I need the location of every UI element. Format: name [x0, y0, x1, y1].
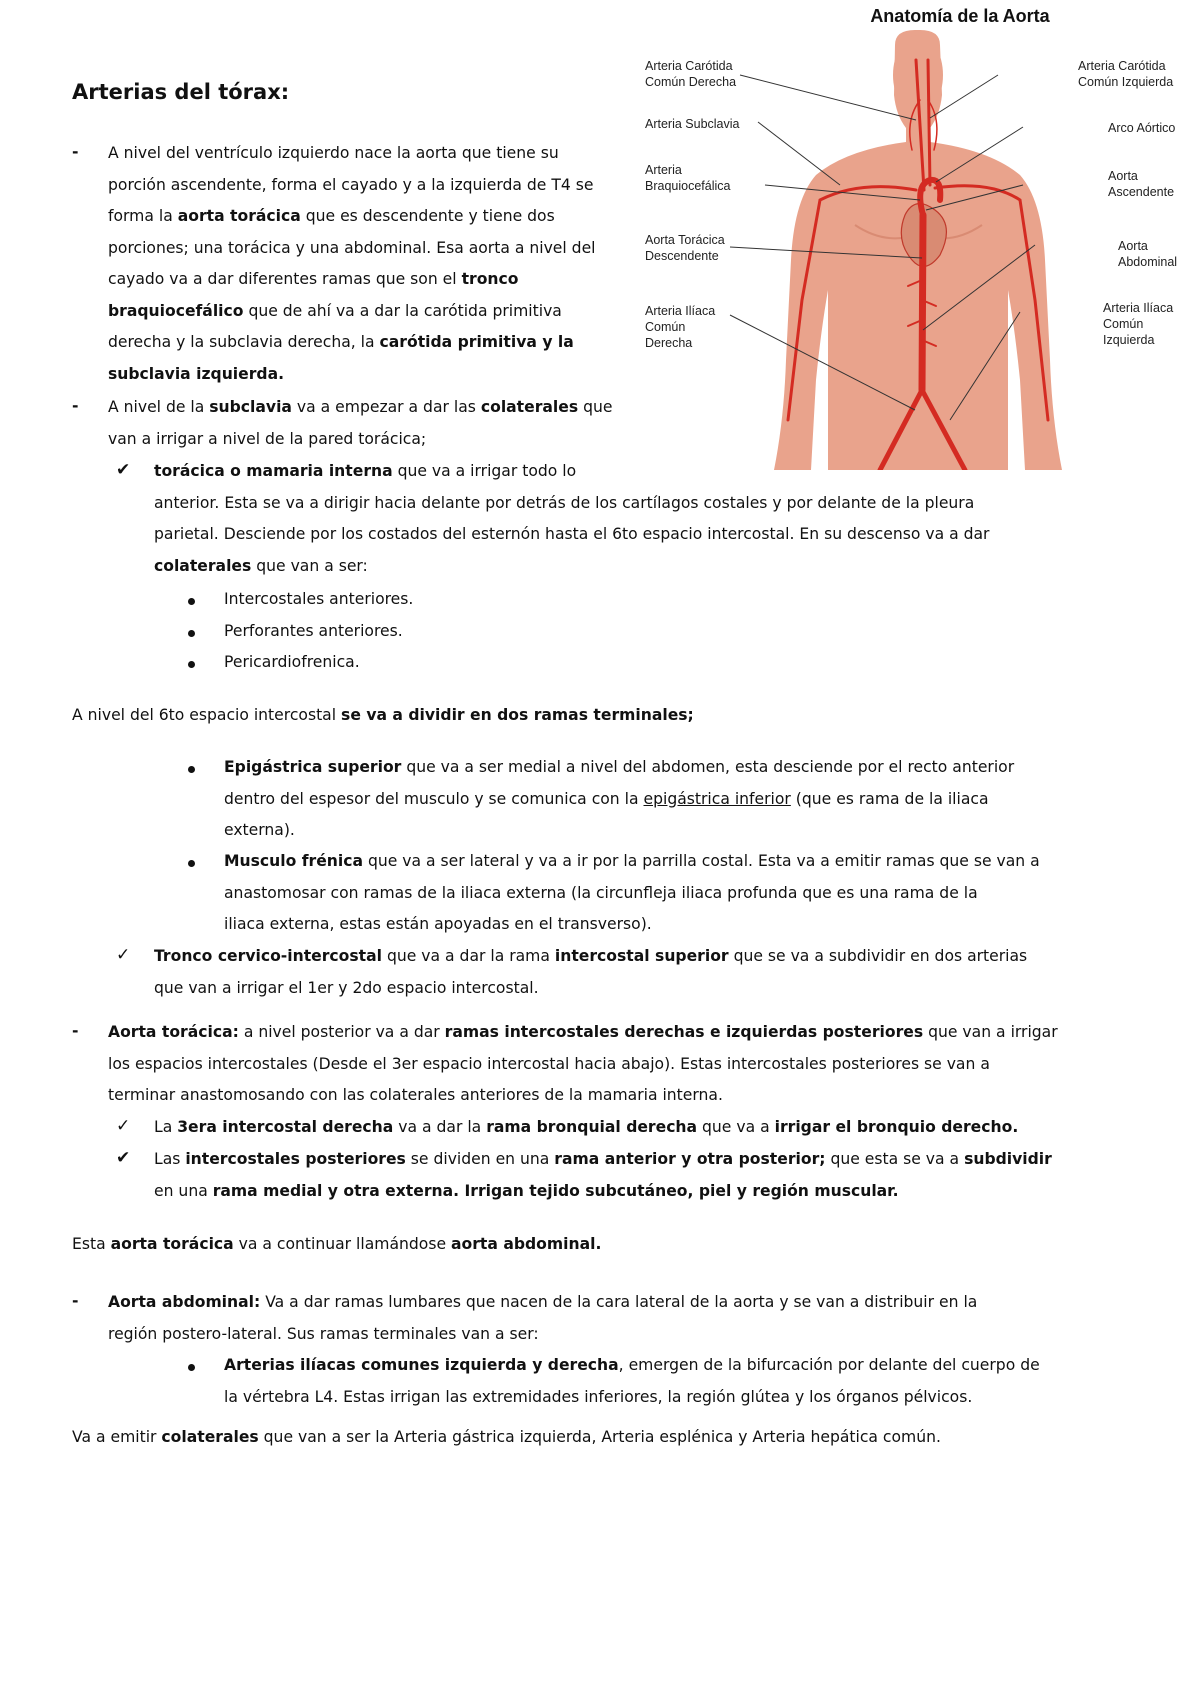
paragraph-iliacas-comunes: Arterias ilíacas comunes izquierda y derecha, emergen de la bifurcación por delante del cuerpo de la vértebra L4. Estas irrigan las extremidades inferiores, la región glútea y los órganos pélvicos. [224, 1356, 1040, 1406]
check-icon: ✓ [116, 1116, 131, 1136]
bullet-icon [188, 860, 195, 867]
bullet-icon [188, 598, 195, 605]
paragraph-continuacion: Esta aorta torácica va a continuar llamándose aorta abdominal. [72, 1235, 602, 1253]
dash-marker: - [72, 143, 79, 161]
dash-marker: - [72, 1022, 79, 1040]
paragraph-mamaria-interna: torácica o mamaria interna que va a irrigar todo lo anterior. Esta se va a dirigir hacia delante por detrás de los cartílagos costales y por delante de la pleura parietal. Desciende por los costados del esternón hasta el 6to espacio intercostal. En su descenso va a dar colaterales que van a ser: [154, 462, 990, 575]
check-icon: ✓ [116, 945, 131, 965]
label-carotida-izquierda: Arteria Carótida Común Izquierda [1078, 59, 1174, 89]
paragraph-rama-bronquial: La 3era intercostal derecha va a dar la rama bronquial derecha que va a irrigar el bronquio derecho. [154, 1118, 1019, 1136]
paragraph-ramas-terminales: A nivel del 6to espacio intercostal se va a dividir en dos ramas terminales; [72, 706, 694, 724]
label-arco-aortico: Arco Aórtico [1108, 121, 1176, 135]
label-toracica-descendente: Aorta Torácica Descendente [645, 233, 725, 263]
label-aorta-abdominal: Aorta Abdominal [1118, 239, 1178, 269]
label-braquiocefalica: Arteria Braquiocefálica [645, 163, 731, 193]
paragraph-colaterales-abdominales: Va a emitir colaterales que van a ser la Arteria gástrica izquierda, Arteria esplénica y Arteria hepática común. [72, 1428, 941, 1446]
label-aorta-ascendente: Aorta Ascendente [1108, 169, 1175, 199]
bullet-icon [188, 630, 195, 637]
label-subclavia: Arteria Subclavia [645, 117, 740, 131]
check-icon: ✔ [116, 1148, 131, 1168]
paragraph-tronco-cervico-intercostal: Tronco cervico-intercostal que va a dar la rama intercostal superior que se va a subdividir en dos arterias que van a irrigar el 1er y 2do espacio intercostal. [154, 947, 1028, 997]
bullet-icon [188, 1364, 195, 1371]
label-iliaca-izquierda: Arteria Ilíaca Común Izquierda [1103, 301, 1174, 347]
figure-title: Anatomía de la Aorta [870, 6, 1050, 26]
paragraph-aorta-abdominal: Aorta abdominal: Va a dar ramas lumbares que nacen de la cara lateral de la aorta y se van a distribuir en la región postero-lateral. Sus ramas terminales van a ser: [108, 1293, 978, 1343]
paragraph-epigastrica: Epigástrica superior que va a ser medial a nivel del abdomen, esta desciende por el recto anterior dentro del espesor del musculo y se comunica con la epigástrica inferior (que es rama de la iliaca externa). [224, 758, 1015, 839]
dash-marker: - [72, 1292, 79, 1310]
bullet-icon [188, 661, 195, 668]
paragraph-musculo-frenica: Musculo frénica que va a ser lateral y va a ir por la parrilla costal. Esta va a emitir ramas que se van a anastomosar con ramas de la iliaca externa (la circunfleja iliaca profunda que es una rama de la iliaca externa, estas están apoyadas en el transverso). [224, 852, 1040, 933]
label-carotida-derecha: Arteria Carótida Común Derecha [645, 59, 737, 89]
paragraph-subclavia: A nivel de la subclavia va a empezar a dar las colaterales que van a irrigar a nivel de la pared torácica; [108, 398, 613, 448]
label-iliaca-derecha: Arteria Ilíaca Común Derecha [645, 304, 716, 350]
bullet-icon [188, 766, 195, 773]
paragraph-aorta-origin: A nivel del ventrículo izquierdo nace la aorta que tiene su porción ascendente, forma el cayado y a la izquierda de T4 se forma la aorta torácica que es descendente y tiene dos porciones; una torácica y una abdominal. Esa aorta a nivel del cayado va a dar diferentes ramas que son el tronco braquiocefálico que de ahí va a dar la carótida primitiva derecha y la subclavia derecha, la carótida primitiva y la subclavia izquierda. [108, 144, 596, 383]
list-item: Perforantes anteriores. [224, 622, 403, 640]
list-item: Intercostales anteriores. [224, 590, 414, 608]
aorta-anatomy-figure [645, 0, 1200, 470]
section-title: Arterias del tórax: [72, 80, 290, 104]
paragraph-aorta-toracica: Aorta torácica: a nivel posterior va a dar ramas intercostales derechas e izquierdas posteriores que van a irrigar los espacios intercostales (Desde el 3er espacio intercostal hacia abajo). Estas intercostales posteriores se van a terminar anastomosando con las colaterales anteriores de la mamaria interna. [108, 1023, 1058, 1104]
check-icon: ✔ [116, 460, 131, 480]
dash-marker: - [72, 397, 79, 415]
list-item: Pericardiofrenica. [224, 653, 360, 671]
aorta-main-artery [922, 215, 923, 390]
paragraph-intercostales-posteriores: Las intercostales posteriores se dividen en una rama anterior y otra posterior; que esta se va a subdividir en una rama medial y otra externa. Irrigan tejido subcutáneo, piel y región muscular. [154, 1150, 1052, 1200]
